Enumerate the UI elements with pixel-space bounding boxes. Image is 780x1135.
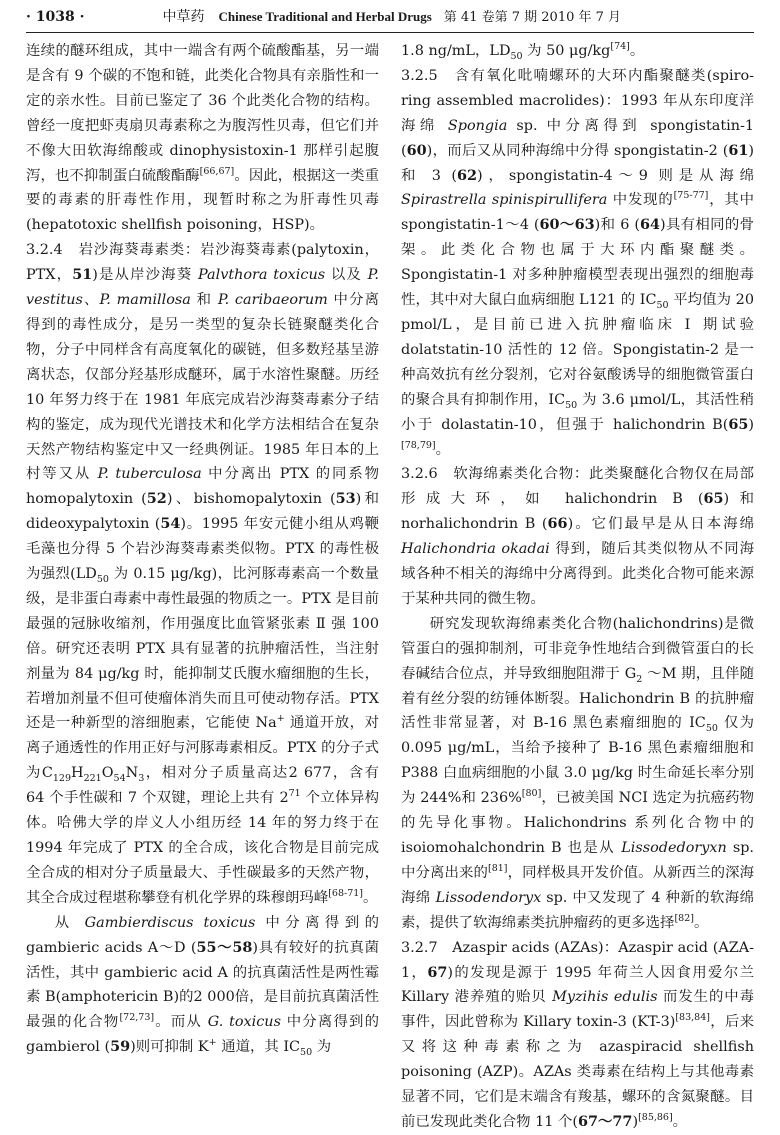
compound-number: 51 <box>72 266 93 284</box>
section-3-2-4-palytoxin: 3.2.4 岩沙海葵毒素类：岩沙海葵毒素(palytoxin，PTX，51)是从岸沙海葵 Palvthora toxicus 以及 P. vestitus、P. mamillosa 和 P. caribaeorum 中分离得到的毒性成分，是另一类型的复杂长链聚醚类化合物，分子中同样含有高度氧化的碳链，但多数羟基呈游离状态，仅部分羟基形成醚环，属于水溶性聚醚。历经 10 年努力终于在 1981 年底完成岩沙海葵毒素分子结构的鉴定，成为现代光谱技术和化学方法相结合在复杂天然产物结构鉴定中又一经典例证。1985 年日本的上村等又从 P. tuberculosa 中分离出 PTX 的同系物 homopalytoxin (52)、bishomopalytoxin (53)和 dideoxypalytoxin (54)。1995 年安元健小组从鸡鞭毛藻也分得 5 个岩沙海葵毒素类似物。PTX 的毒性极为强烈($LD_{50}$ 为 0.15 μg/kg)，比河豚毒素高一个数量级，是非蛋白毒素中毒性最强的物质之一。PTX 是目前最强的冠脉收缩剂，作用强度比血管紧张素 Ⅱ 强 100 倍。研究还表明 PTX 具有显著的抗肿瘤活性，当注射剂量为 84 μg/kg 时，能抑制艾氏腹水瘤细胞的生长，若增加剂量不但可使瘤体消失而且可使动物存活。PTX 还是一种新型的溶细胞素，它能使 Na+ 通道开放，对离子通透性的作用正好与河豚毒素相反。PTX 的分子式为$C_{129}H_{221}O_{54}N_3$，相对分子质量高达2 677，含有 64 个手性碳和 7 个双键，理论上共有 $2^{71}$ 个立体异构体。哈佛大学的岸义人小组历经 14 年的努力终于在 1994 年完成了 PTX 的全合成，该化合物是目前完成全合成的相对分子质量最大、手性碳最多的天然产物，其全合成过程堪称攀登有机化学界的珠穆朗玛峰[68-71]。 <box>26 242 380 906</box>
species-name: Lissodedoryxn <box>621 840 727 856</box>
right-column <box>401 39 754 1135</box>
compound-number: 52 <box>146 490 167 508</box>
body-columns <box>26 39 754 1135</box>
section-3-2-6-halichondrins: 3.2.6 软海绵素类化合物：此类聚醚化合物仅在局部形成大环，如 halichondrin B (65)和 norhalichondrin B (66)。它们最早是从日本海绵 Halichondria okadai 得到，随后其类似物从不同海域各种不相关的海绵中分离得到。此类化合物可能来源于某种共同的微生物。 <box>401 466 754 607</box>
compound-number: 65 <box>728 415 749 433</box>
citation: [80] <box>521 788 542 800</box>
citation: [85,86] <box>638 1112 673 1124</box>
compound-number: 60 <box>406 141 427 159</box>
species-name: P. vestitus <box>26 267 379 309</box>
species-name: P. caribaeorum <box>217 292 328 309</box>
species-name: Lissodendoryx <box>435 889 542 906</box>
citation: [66,67] <box>199 165 235 177</box>
journal-title-cn: 中草药 <box>162 9 205 25</box>
compound-number: 66 <box>547 515 568 533</box>
section-3-2-7-azaspir-acids: 3.2.7 Azaspir acids (AZAs)：Azaspir acid (AZA-1，67)的发现是源于 1995 年荷兰人因食用爱尔兰 Killary 港养殖的贻贝 Myzihis edulis 而发生的中毒事件，因此曾称为 Killary toxin-3 (KT-3)[83,84]，后来又将这种毒素称之为 azaspiracid shellfish poisoning (AZP)。AZAs 类毒素在结构上与其他毒素显著不同，它们是末端含有羧基，螺环的含氮聚醚。目前已发现此类化合物 11 个(67～77)[85,86]。 <box>401 939 755 1130</box>
journal-issue: 第 41 卷第 7 期 2010 年 7 月 <box>443 10 622 25</box>
page-number: · 1038 · <box>26 9 85 25</box>
species-name: Halichondria okadai <box>401 541 550 558</box>
citation: [78,79] <box>401 439 436 451</box>
paragraph-continuation: 1.8 ng/mL，$LD_{50}$ 为 50 μg/kg[74]。 <box>401 41 645 62</box>
paragraph-gambieric-acids: 从 Gambierdiscus toxicus 中分离得到的 gambieric acids A～D (55～58)具有较好的抗真菌活性，其中 gambieric acid A 的抗真菌活性是两性霉素 B(amphotericin B)的2 000倍，是目前抗真菌活性最强的化合物[72,73]。而从 G. toxicus 中分离得到的 gambierol (59)则可抑制 K+ 通道，其 $IC_{50}$ 为 <box>26 914 380 1059</box>
citation: [75-77] <box>673 190 709 202</box>
section-3-2-5-spongistatins: 3.2.5 含有氧化吡喃螺环的大环内酯聚醚类(spiro-ring assembled macrolides)：1993 年从东印度洋海绵 Spongia sp. 中分离得到 spongistatin-1 (60)，而后又从同种海绵中分得 spongistatin-2 (61)和 3 (62)，spongistatin-4～9 则是从海绵 Spirastrella spinispirullifera 中发现的[75-77]，其中 spongistatin-1～4 (60～63)和 6 (64)具有相同的骨架。此类化合物也属于大环内酯聚醚类。Spongistatin-1 对多种肿瘤模型表现出强烈的细胞毒性，其中对大鼠白血病细胞 L121 的 $IC_{50}$ 平均值为 20 pmol/L，是目前已进入抗肿瘤临床 Ⅰ 期试验 dolatstatin-10 活性的 12 倍。Spongistatin-2 是一种高效抗有丝分裂剂，它对谷氨酸诱导的细胞微管蛋白的聚合具有抑制作用，$IC_{50}$ 为 3.6 μmol/L，其活性稍小于 dolastatin-10，但强于 halichondrin B(65)[78,79]。 <box>401 67 755 458</box>
species-name: P. tuberculosa <box>97 466 202 483</box>
species-name: Palvthora toxicus <box>197 267 326 284</box>
paragraph-halichondrin-activity: 研究发现软海绵素类化合物(halichondrins)是微管蛋白的强抑制剂，可非竞争性地结合到微管蛋白的长春碱结合位点，并导致细胞阻滞于 $G_2$ ～M 期，且伴随着有丝分裂的纺锤体断裂。Halichondrin B 的抗肿瘤活性非常显著，对 B-16 黑色素瘤细胞的 $IC_{50}$ 仅为 0.095 μg/mL，当给予接种了 B-16 黑色素瘤细胞和 P388 白血病细胞的小鼠 3.0 μg/kg 时生命延长率分别为 244%和 236%[80]，已被美国 NCI 选定为抗癌药物的先导化事物。Halichondrins 系列化合物中的 isoiomohalchondrin B 也是从 Lissodedoryxn sp. 中分离出来的[81]，同样极具开发价值。从新西兰的深海海绵 Lissodendoryx sp. 中又发现了 4 种新的软海绵素，提供了软海绵素类抗肿瘤药的更多选择[82]。 <box>401 615 755 931</box>
species-name: Spongia <box>447 117 508 134</box>
species-name: Spirastrella spinispirullifera <box>401 192 608 209</box>
left-column <box>26 39 379 1135</box>
species-name: Gambierdiscus toxicus <box>84 914 256 931</box>
compound-number: 65 <box>703 490 724 508</box>
species-name: Myzihis edulis <box>552 989 658 1006</box>
citation: [82] <box>674 912 694 924</box>
compound-number: 55～58 <box>196 938 253 956</box>
running-header <box>26 6 754 33</box>
citation: [83,84] <box>675 1012 710 1024</box>
species-name: G. toxicus <box>207 1014 281 1031</box>
citation: [81] <box>488 863 508 875</box>
journal-title-en: Chinese Traditional and Herbal Drugs <box>218 9 432 24</box>
citation: [68-71] <box>328 888 364 900</box>
compound-number: 60～63 <box>539 216 595 234</box>
compound-number: 67 <box>427 963 448 981</box>
species-name: P. mamillosa <box>99 292 191 309</box>
paragraph-hsp: 连续的醚环组成，其中一端含有两个硫酸酯基，另一端是含有 9 个碳的不饱和链，此类化合物具有亲脂性和一定的亲水性。目前已鉴定了 36 个此类化合物的结构。曾经一度把虾夷扇贝毒素称之为腹泻性贝毒，但它们并不像大田软海绵酸或 dinophysistoxin-1 那样引起腹泻，也不抑制蛋白硫酸酯酶[66,67]。因此，根据这一类重要的毒素的肝毒性作用，现暂时称之为肝毒性贝毒(hepatotoxic shellfish poisoning，HSP)。 <box>26 43 379 234</box>
compound-number: 67～77 <box>577 1112 633 1130</box>
compound-number: 64 <box>639 216 660 234</box>
compound-number: 59 <box>110 1038 131 1056</box>
compound-number: 53 <box>335 490 356 508</box>
citation: [72,73] <box>119 1012 155 1024</box>
citation: [74] <box>610 41 630 53</box>
compound-number: 62 <box>457 166 478 184</box>
compound-number: 61 <box>728 141 749 159</box>
compound-number: 54 <box>160 515 181 533</box>
